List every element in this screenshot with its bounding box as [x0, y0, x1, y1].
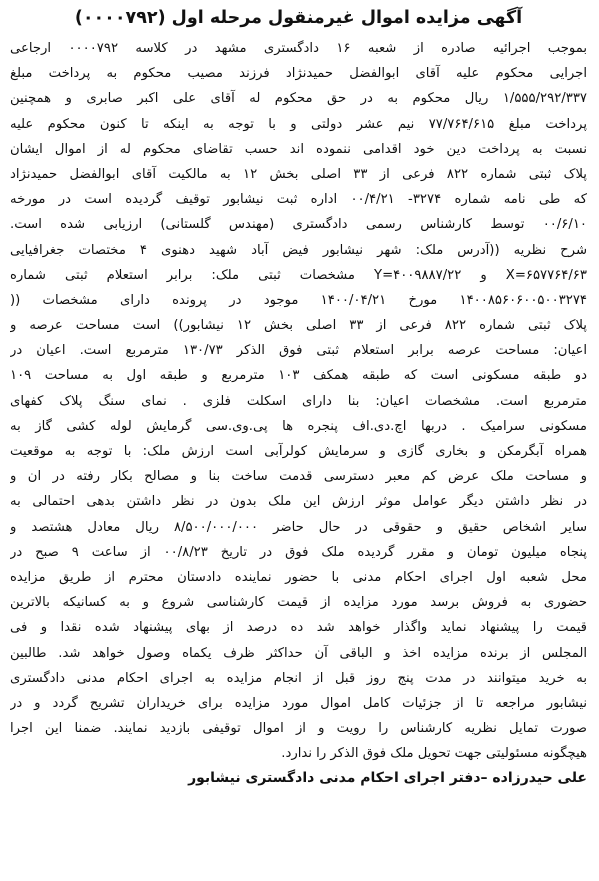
- notice-line: بموجب اجرائیه صادره از شعبه ۱۶ دادگستری مشهد در کلاسه ۰۰۰۰۷۹۲ ارجاعی: [10, 41, 587, 56]
- notice-line: X=۶۵۷۷۶۴/۶۳ و Y=۴۰۰۹۸۸۷/۲۲ مشخصات ثبتی ملک: برابر استعلام ثبتی شماره: [10, 267, 587, 283]
- notice-line: پلاک ثبتی شماره ۸۲۲ فرعی از ۳۳ اصلی بخش ۱۲ نیشابور)) است مساحت عرصه و: [10, 318, 587, 334]
- notice-line: اجرایی محکوم علیه آقای ابوالفضل حمیدنژاد فرزند مصیب محکوم به پرداخت مبلغ: [10, 66, 587, 82]
- notice-title: آگهی مزایده اموال غیرمنقول مرحله اول (۰۰۰۰۷۹۲): [74, 8, 523, 28]
- notice-line: قیمت را پیشنهاد نماید واگذار خواهد شد ده درصد از بهای پیشنهاد شده نقدا و فی: [10, 620, 587, 636]
- notice-line: به خرید میتوانند در مدت پنج روز قبل از انجام مزایده به اجرای احکام مدنی دادگستری: [10, 670, 587, 686]
- notice-signature: علی حیدرزاده –دفتر اجرای احکام مدنی دادگستری نیشابور: [188, 770, 587, 787]
- notice-line: شرح نظریه ((آدرس ملک: شهر نیشابور فیض آباد شهید دهنوی ۴ مختصات جغرافیایی: [10, 242, 587, 258]
- notice-line: همراه آبگرمکن و بخاری گازی و سرمایش کولرآبی است ارزش ملک: با توجه به موقعیت: [10, 444, 587, 459]
- notice-line: صورت تمایل نظریه کارشناس را رویت و از اموال توقیفی بازدید نمایند. ضمنا این اجرا: [10, 721, 587, 737]
- notice-line: محل شعبه اول اجرای احکام مدنی با حضور نماینده دادستان محترم از طریق مزایده: [10, 569, 587, 585]
- notice-line: پرداخت مبلغ ۷۷/۷۶۴/۶۱۵ نیم عشر دولتی و با توجه به اینکه تا کنون محکوم علیه: [10, 116, 587, 132]
- notice-line: اعیان: مساحت عرصه برابر استعلام ثبتی فوق الذکر ۱۳۰/۷۳ مترمربع است. اعیان در: [10, 343, 587, 359]
- notice-line: المجلس از برنده مزایده اخذ و الباقی آن حداکثر ظرف یکماه وصول خواهد شد. طالبین: [10, 645, 587, 661]
- notice-line: پنجاه میلیون تومان و مقرر گردیده ملک فوق در تاریخ ۰۰/۸/۲۳ از ساعت ۹ صبح در: [10, 544, 587, 560]
- notice-line: سایر اشخاص حقیق و حقوقی در حال حاضر ۸/۵۰۰/۰۰۰/۰۰۰ ریال معادل هشتصد و: [10, 519, 587, 535]
- notice-line: مترمربع است. مشخصات اعیان: بنا دارای اسکلت فلزی . نمای سنگ پلاک کفهای: [10, 393, 587, 409]
- notice-line: و مساحت ملک عرض کم معبر دسترسی قدمت ساخت بنا و مصالح بکار رفته در ان و: [10, 469, 587, 485]
- notice-line: نسبت به پرداخت دین خود اقدامی ننموده اند حسب تقاضای محکوم له از اموال ایشان: [10, 141, 587, 157]
- notice-body: [10, 36, 587, 766]
- notice-line: ۰۰/۶/۱۰ توسط کارشناس رسمی دادگستری (مهندس گلستانی) ارزیابی شده است.: [10, 217, 587, 233]
- notice-line: در نظر داشتن دیگر عوامل موثر ارزش این ملک بدون در نظر داشتن بدهی احتمالی به: [10, 494, 587, 510]
- notice-line: که طی نامه شماره ۳۲۷۴- ۰۰/۴/۲۱ اداره ثبت نیشابور توقیف گردیده است در مورخه: [10, 192, 587, 208]
- notice-line: ۱/۵۵۵/۲۹۲/۳۳۷ ریال محکوم به در حق محکوم له آقای علی اکبر صابری و همچنین: [10, 91, 587, 107]
- notice-line: هیچگونه مسئولیتی جهت تحویل ملک فوق الذکر را ندارد.: [281, 746, 587, 762]
- notice-line: پلاک ثبتی شماره ۸۲۲ فرعی از ۳۳ اصلی بخش ۱۲ به مالکیت آقای ابوالفضل حمیدنژاد: [10, 166, 587, 182]
- notice-line: ۱۴۰۰۸۵۶۰۶۰۰۵۰۰۳۲۷۴ مورخ ۱۴۰۰/۰۴/۲۱ موجود در پرونده دارای مشخصات ((: [10, 292, 587, 308]
- notice-line: نیشابور مراجعه تا از جزئیات کامل اموال مورد مزایده برای خریداران تشریح گردد و در: [10, 695, 587, 711]
- notice-line: مسکونی سرامیک . دربها اچ.دی.اف پنجره ها پی.وی.سی گرمایش لوله کشی گاز به: [10, 418, 587, 434]
- notice-line: حضوری به فروش برسد مورد مزایده از قیمت کارشناسی شروع و به کسانیکه بالاترین: [10, 595, 587, 611]
- notice-line: دو طبقه مسکونی است که طبقه همکف ۱۰۳ مترمربع و طبقه اول به مساحت ۱۰۹: [10, 368, 587, 384]
